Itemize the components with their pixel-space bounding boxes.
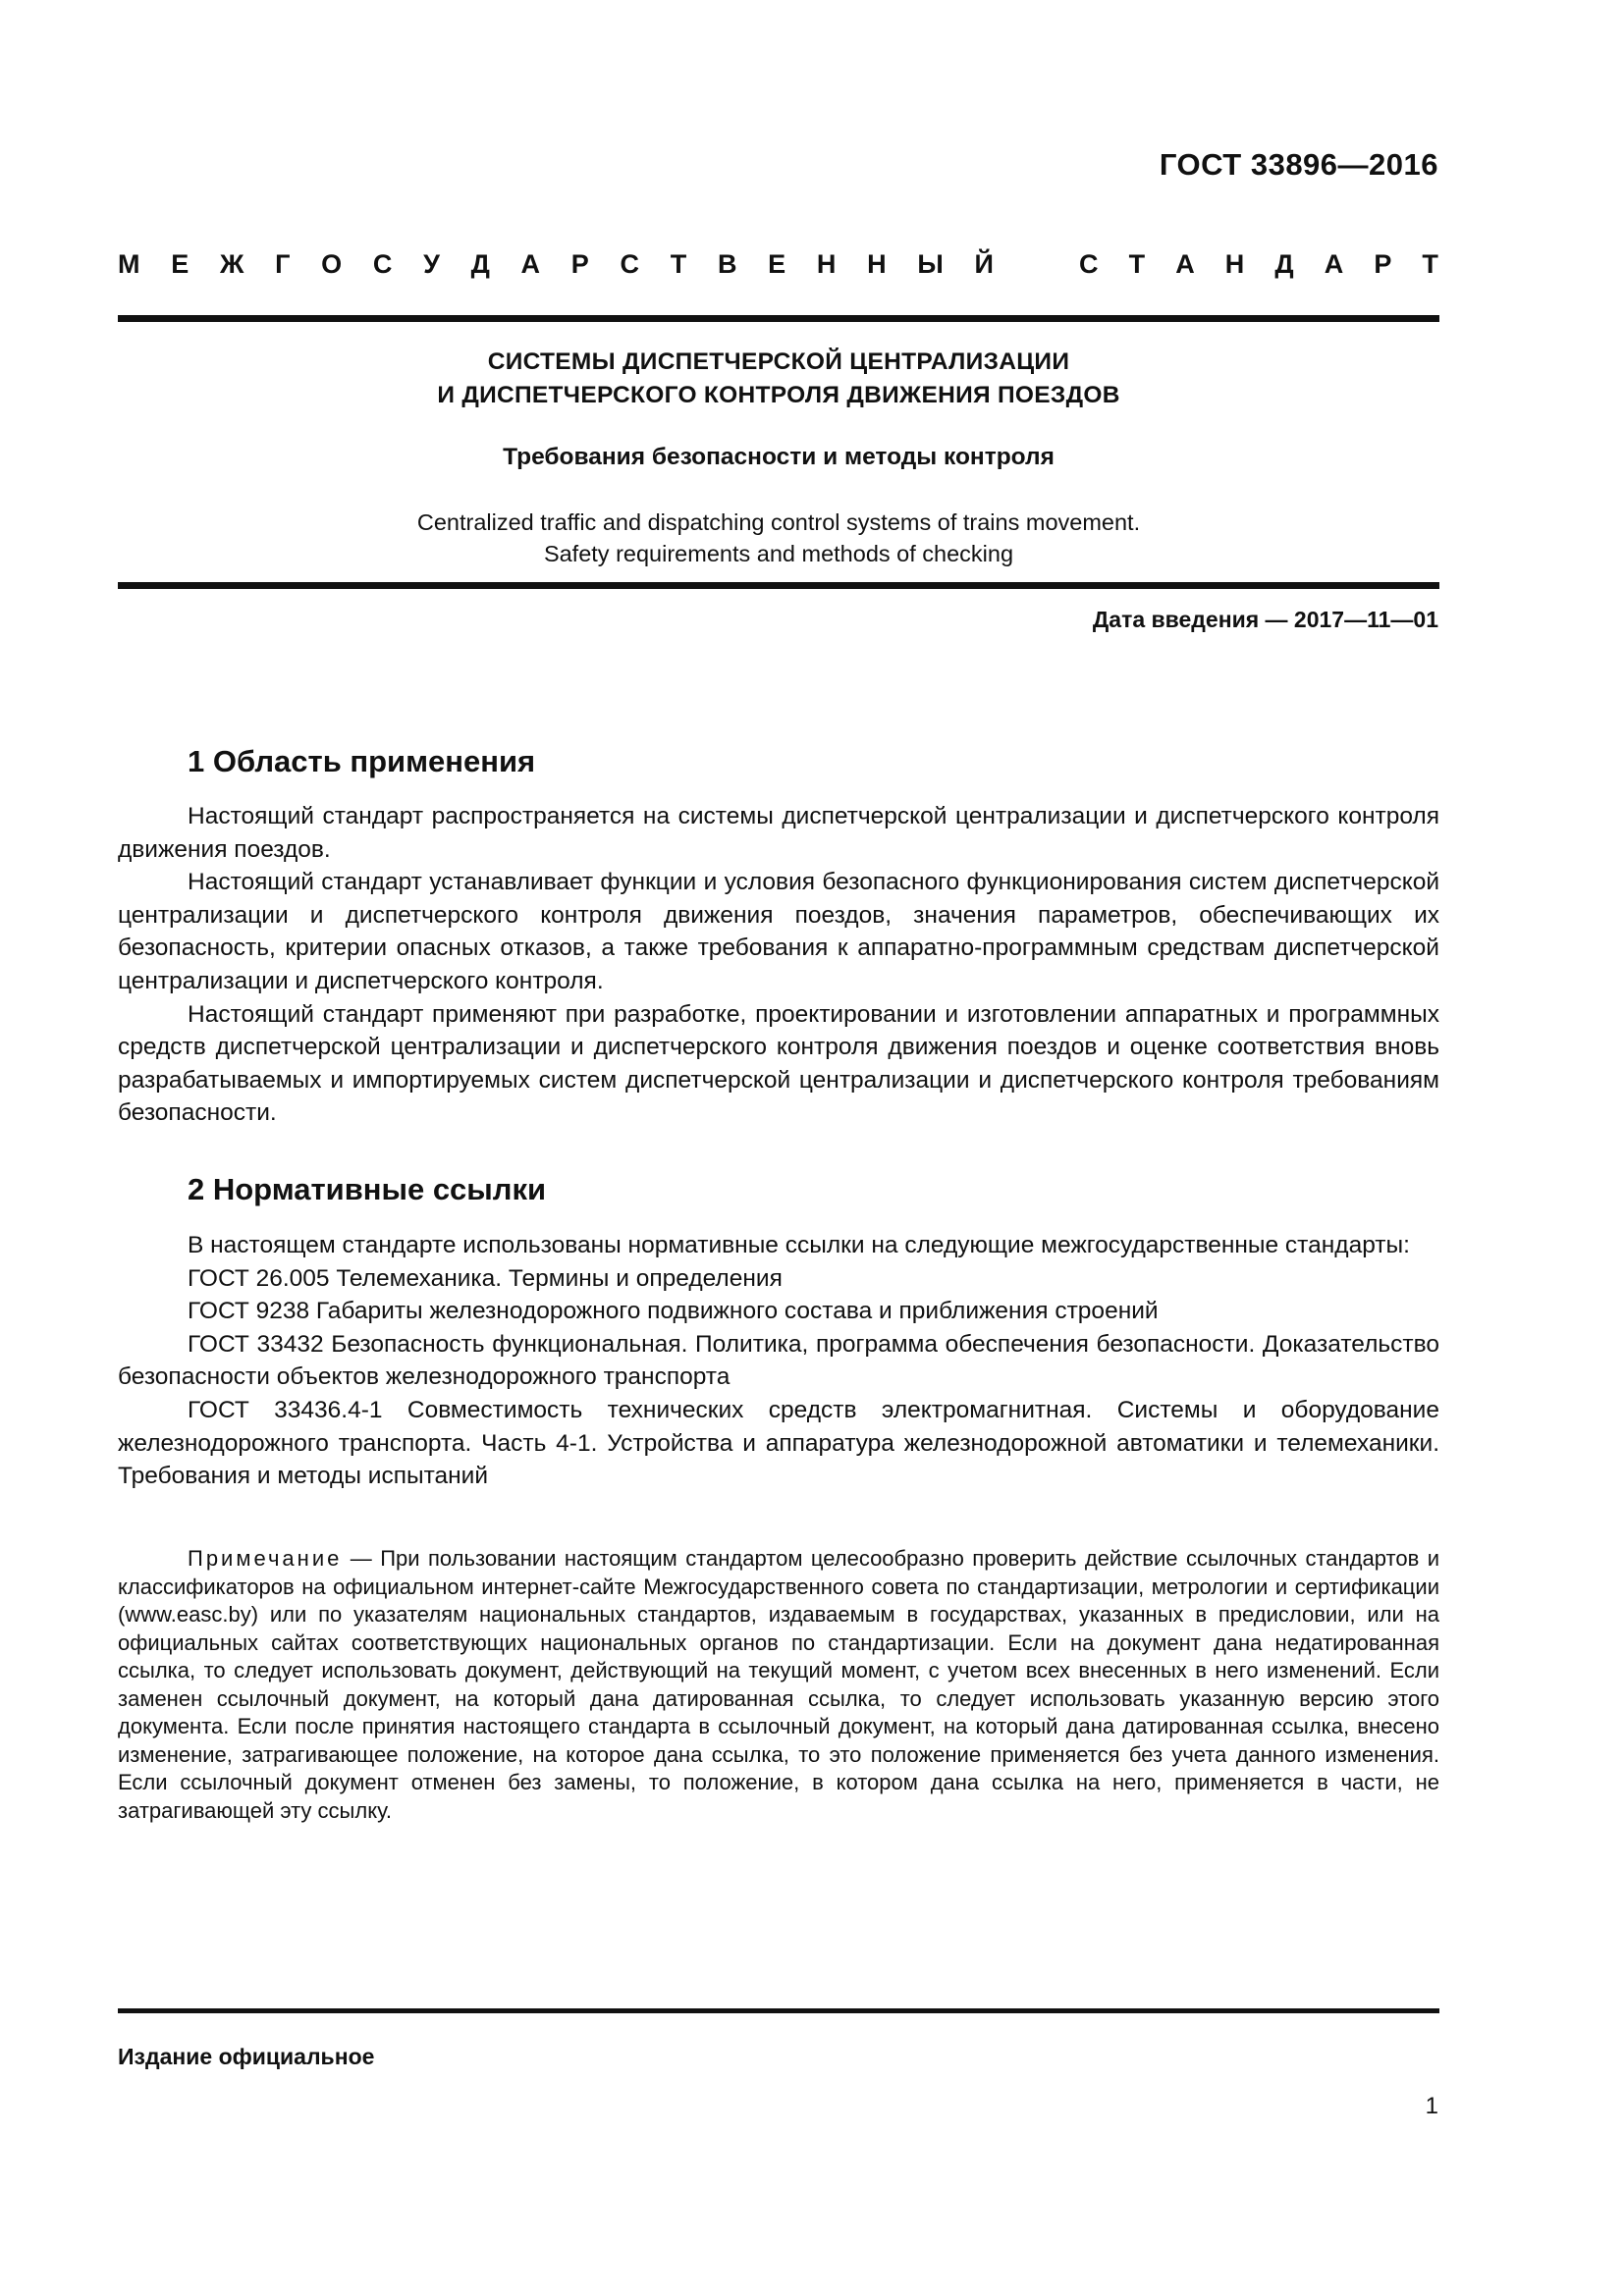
heading-letter: С <box>372 249 393 279</box>
footer-divider <box>118 2008 1439 2013</box>
top-divider <box>118 315 1439 322</box>
document-title <box>118 346 1439 412</box>
heading-letter: Т <box>670 249 687 279</box>
heading-letter: С <box>620 249 639 279</box>
section-2-paragraph: В настоящем стандарте использованы нормативные ссылки на следующие межгосударственные стандарты: <box>188 1232 1410 1258</box>
note-label: Примечание <box>188 1546 343 1571</box>
english-title-line-1: Centralized traffic and dispatching control systems of trains movement. <box>416 509 1141 535</box>
section-1-paragraph: Настоящий стандарт распространяется на системы диспетчерской централизации и диспетчерского контроля движения поездов. <box>118 803 1439 863</box>
edition-label: Издание официальное <box>118 2044 375 2069</box>
english-title <box>118 507 1439 569</box>
heading-letter: У <box>423 249 440 279</box>
reference-item: ГОСТ 9238 Габариты железнодорожного подвижного состава и приближения строений <box>188 1298 1159 1325</box>
heading-letter: О <box>321 249 343 279</box>
heading-letter: Д <box>470 249 490 279</box>
introduction-date: Дата введения — 2017—11—01 <box>1092 607 1438 632</box>
standard-number: ГОСТ 33896—2016 <box>1159 147 1438 182</box>
heading-letter: Д <box>1274 249 1294 279</box>
heading-letter: Ы <box>917 249 944 279</box>
english-title-line-2: Safety requirements and methods of checking <box>543 541 1014 566</box>
section-1-heading: 1 Область применения <box>188 744 536 778</box>
section-2-body <box>118 1229 1439 1493</box>
section-2-heading: 2 Нормативные ссылки <box>188 1172 547 1206</box>
title-line-2: И ДИСПЕТЧЕРСКОГО КОНТРОЛЯ ДВИЖЕНИЯ ПОЕЗДОВ <box>437 382 1120 408</box>
heading-letter: Й <box>974 249 994 279</box>
reference-item: ГОСТ 26.005 Телемеханика. Термины и определения <box>188 1264 783 1292</box>
heading-letter: М <box>118 249 140 279</box>
section-1-body <box>118 800 1439 1130</box>
title-line-1: СИСТЕМЫ ДИСПЕТЧЕРСКОЙ ЦЕНТРАЛИЗАЦИИ <box>487 348 1070 375</box>
standard-type-word1 <box>118 249 994 280</box>
page-number: 1 <box>1425 2093 1438 2119</box>
heading-letter: Е <box>171 249 189 279</box>
heading-letter: А <box>1324 249 1344 279</box>
heading-letter: Г <box>275 249 291 279</box>
title-divider <box>118 582 1439 589</box>
heading-letter: Е <box>768 249 786 279</box>
heading-letter: С <box>1079 249 1099 279</box>
heading-letter: В <box>717 249 737 279</box>
heading-letter: Р <box>1374 249 1392 279</box>
note-paragraph <box>118 1545 1439 1825</box>
heading-letter: Ж <box>219 249 244 279</box>
section-1-paragraph: Настоящий стандарт устанавливает функции и условия безопасного функционирования систем диспетчерской централизации и диспетчерского контроля движения поездов, значения параметров, обеспечивающих их безопасность, критерии опасных отказов, а также требования к аппаратно-программным средствам диспетчерской централизации и диспетчерского контроля. <box>118 869 1439 994</box>
standard-type-word2 <box>1079 249 1438 280</box>
heading-letter: Н <box>867 249 887 279</box>
section-1-paragraph: Настоящий стандарт применяют при разработке, проектировании и изготовлении аппаратных и программных средств диспетчерской централизации и диспетчерского контроля движения поездов и оценке соответствия вновь разрабатываемых и импортируемых систем диспетчерской централизации и диспетчерского контроля требованиям безопасности. <box>118 1000 1439 1127</box>
heading-letter: А <box>1175 249 1195 279</box>
reference-item: ГОСТ 33432 Безопасность функциональная. Политика, программа обеспечения безопасности. Доказательство безопасности объектов железнодорожного транспорта <box>118 1330 1439 1391</box>
heading-letter: Т <box>1128 249 1146 279</box>
heading-letter: Н <box>816 249 837 279</box>
reference-item: ГОСТ 33436.4-1 Совместимость технических средств электромагнитная. Системы и оборудование железнодорожного транспорта. Часть 4-1. Устройства и аппаратура железнодорожной автоматики и телемеханики. Требования и методы испытаний <box>118 1396 1439 1490</box>
note-text: — При пользовании настоящим стандартом целесообразно проверить действие ссылочных стандартов и классификаторов на официальном интернет-сайте Межгосударственного совета по стандартизации, метрологии и сертификации (www.easc.by) или по указателям национальных стандартов, издаваемым в государствах, указанных в предисловии, или на официальных сайтах соответствующих национальных органов по стандартизации. Если на документ дана недатированная ссылка, то следует использовать документ, действующий на текущий момент, с учетом всех внесенных в него изменений. Если заменен ссылочный документ, на который дана датированная ссылка, то следует использовать указанную версию этого документа. Если после принятия настоящего стандарта в ссылочный документ, на который дана датированная ссылка, внесено изменение, затрагивающее положение, на которое дана ссылка, то это положение применяется без учета данного изменения. Если ссылочный документ отменен без замены, то положение, в котором дана ссылка на него, применяется в части, не затрагивающей эту ссылку. <box>118 1546 1439 1823</box>
note-block <box>118 1545 1439 1825</box>
document-subtitle: Требования безопасности и методы контроля <box>503 444 1055 470</box>
heading-letter: Т <box>1422 249 1438 279</box>
heading-letter: Н <box>1224 249 1245 279</box>
heading-letter: А <box>520 249 541 279</box>
standard-type-heading <box>118 249 1438 280</box>
heading-letter: Р <box>570 249 589 279</box>
